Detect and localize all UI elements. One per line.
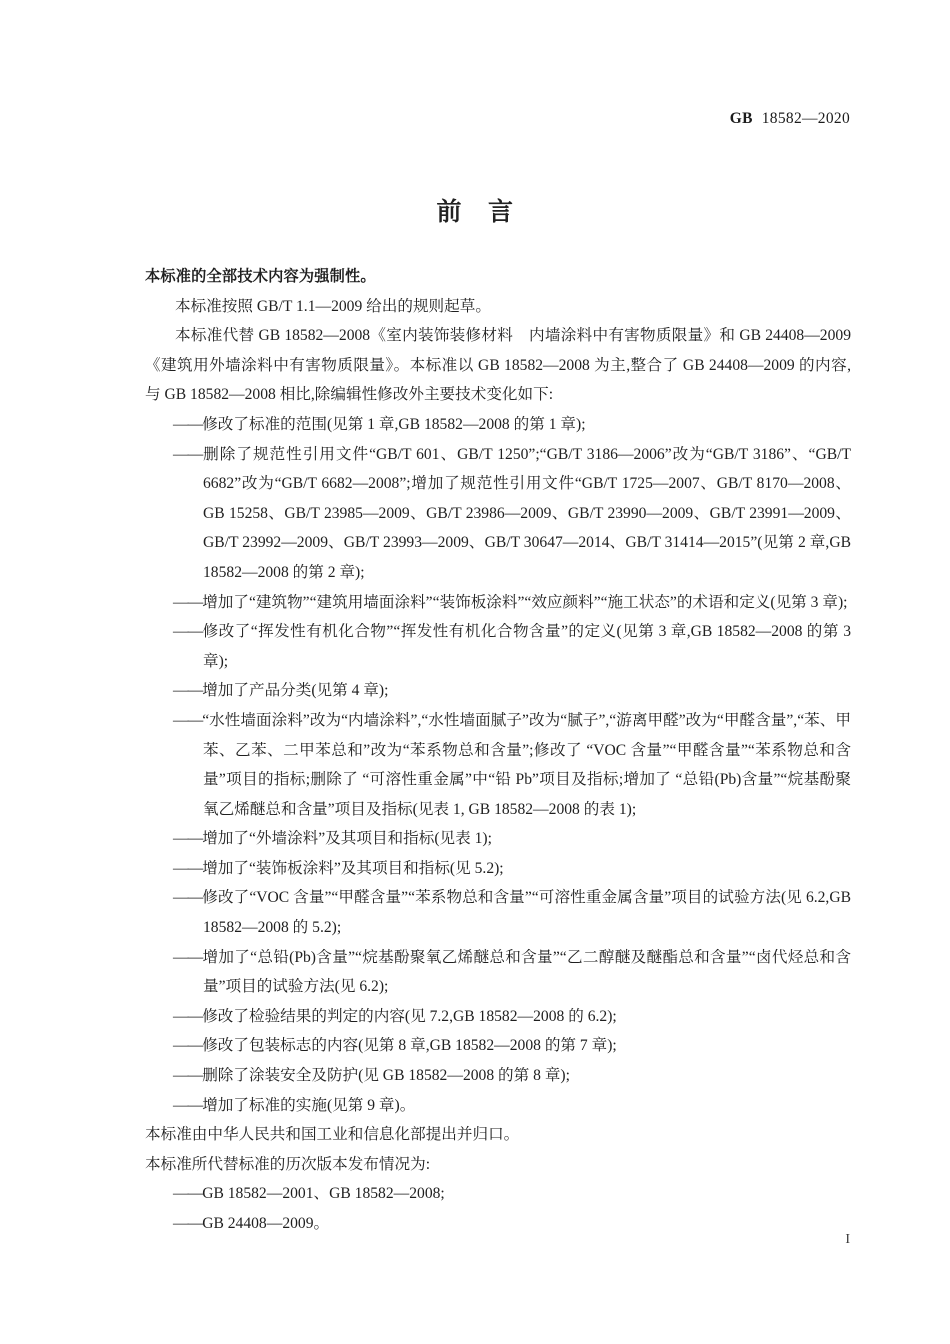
change-item-text: 修改了检验结果的判定的内容(见 7.2,GB 18582—2008 的 6.2); [202, 1007, 617, 1025]
drafting-rule-paragraph: 本标准按照 GB/T 1.1—2009 给出的规则起草。 [175, 297, 491, 315]
change-item-text: 删除了涂装安全及防护(见 GB 18582—2008 的第 8 章); [202, 1067, 570, 1085]
dash-marker-icon: —— [173, 711, 203, 729]
dash-marker-icon: —— [173, 593, 203, 611]
change-item-8 [145, 854, 851, 884]
footer-page-number: I [845, 1232, 850, 1247]
change-item-4 [145, 617, 851, 676]
dash-marker-icon: —— [173, 859, 203, 877]
history-item-1 [145, 1179, 851, 1209]
change-item-7 [145, 824, 851, 854]
change-item-1 [145, 410, 851, 440]
change-item-text: 修改了包装标志的内容(见第 8 章,GB 18582—2008 的第 7 章); [202, 1037, 617, 1055]
history-item-text: GB 24408—2009。 [202, 1215, 330, 1232]
dash-marker-icon: —— [173, 623, 203, 641]
dash-marker-icon: —— [173, 1215, 203, 1232]
dash-marker-icon: —— [173, 445, 203, 463]
standard-prefix: GB [729, 110, 753, 127]
dash-marker-icon: —— [173, 1185, 203, 1203]
change-item-2 [145, 440, 851, 588]
replaces-paragraph: 本标准代替 GB 18582—2008《室内装饰装修材料 内墙涂料中有害物质限量》和 GB 24408—2009《建筑用外墙涂料中有害物质限量》。本标准以 GB 18582—2008 为主,整合了 GB 24408—2009 的内容,与 GB 18582—2008 相比,除编辑性修改外主要技术变化如下: [145, 327, 851, 404]
dash-marker-icon: —— [173, 830, 203, 848]
dash-marker-icon: —— [173, 1096, 203, 1114]
mandatory-note: 本标准的全部技术内容为强制性。 [145, 267, 376, 285]
change-item-text: 增加了标准的实施(见第 9 章)。 [202, 1096, 416, 1114]
dash-marker-icon: —— [173, 948, 203, 966]
proposer-paragraph: 本标准由中华人民共和国工业和信息化部提出并归口。 [145, 1126, 520, 1144]
change-item-text: 增加了产品分类(见第 4 章); [202, 682, 389, 700]
running-header [145, 110, 850, 128]
change-item-10 [145, 943, 851, 1002]
change-item-text: “水性墙面涂料”改为“内墙涂料”,“水性墙面腻子”改为“腻子”,“游离甲醛”改为“甲醛含量”,“苯、甲苯、乙苯、二甲苯总和”改为“苯系物总和含量”;修改了 “VOC 含量”“甲醛含量”“苯系物总和含量”项目的指标;删除了 “可溶性重金属”中“铅 Pb”项目及指标;增加了 “总铅(Pb)含量”“烷基酚聚氧乙烯醚总和含量”项目及指标(见表 1, GB 18582—2008 的表 1); [202, 711, 851, 818]
change-item-text: 修改了“VOC 含量”“甲醛含量”“苯系物总和含量”“可溶性重金属含量”项目的试验方法(见 6.2,GB 18582—2008 的 5.2); [202, 889, 851, 937]
change-item-text: 增加了“外墙涂料”及其项目和指标(见表 1); [202, 830, 492, 848]
dash-marker-icon: —— [173, 1007, 203, 1025]
history-item-text: GB 18582—2001、GB 18582—2008; [202, 1185, 445, 1203]
change-item-5 [145, 676, 851, 706]
change-item-text: 删除了规范性引用文件“GB/T 601、GB/T 1250”;“GB/T 3186—2006”改为“GB/T 3186”、“GB/T 6682”改为“GB/T 6682—2008”;增加了规范性引用文件“GB/T 1725—2007、GB/T 8170—2008、GB 15258、GB/T 23985—2009、GB/T 23986—2009、GB/T 23990—2009、GB/T 23991—2009、GB/T 23992—2009、GB/T 23993—2009、GB/T 30647—2014、GB/T 31414—2015”(见第 2 章,GB 18582—2008 的第 2 章); [202, 445, 851, 581]
change-item-12 [145, 1031, 851, 1061]
change-item-text: 增加了“建筑物”“建筑用墙面涂料”“装饰板涂料”“效应颜料”“施工状态”的术语和定义(见第 3 章); [202, 593, 848, 611]
dash-marker-icon: —— [173, 682, 203, 700]
change-item-text: 修改了“挥发性有机化合物”“挥发性有机化合物含量”的定义(见第 3 章,GB 18582—2008 的第 3 章); [202, 623, 851, 670]
page-title [0, 192, 950, 228]
dash-marker-icon: —— [173, 889, 203, 907]
change-item-text: 修改了标准的范围(见第 1 章,GB 18582—2008 的第 1 章); [202, 415, 586, 433]
change-item-6 [145, 706, 851, 824]
page-title-char-1: 前 [436, 197, 462, 226]
change-item-3 [145, 588, 851, 618]
standard-number: 18582—2020 [761, 110, 850, 127]
change-item-text: 增加了“总铅(Pb)含量”“烷基酚聚氧乙烯醚总和含量”“乙二醇醚及醚酯总和含量”“卤代烃总和含量”项目的试验方法(见 6.2); [202, 948, 851, 996]
history-intro-paragraph: 本标准所代替标准的历次版本发布情况为: [145, 1155, 431, 1173]
dash-marker-icon: —— [173, 1037, 203, 1055]
change-item-text: 增加了“装饰板涂料”及其项目和指标(见 5.2); [202, 859, 504, 877]
dash-marker-icon: —— [173, 415, 203, 433]
page-title-char-2: 言 [488, 197, 514, 226]
change-item-9 [145, 883, 851, 942]
change-item-13 [145, 1061, 851, 1091]
change-item-11 [145, 1002, 851, 1032]
dash-marker-icon: —— [173, 1067, 203, 1085]
change-item-14 [145, 1091, 851, 1121]
foreword-body [145, 262, 851, 1239]
